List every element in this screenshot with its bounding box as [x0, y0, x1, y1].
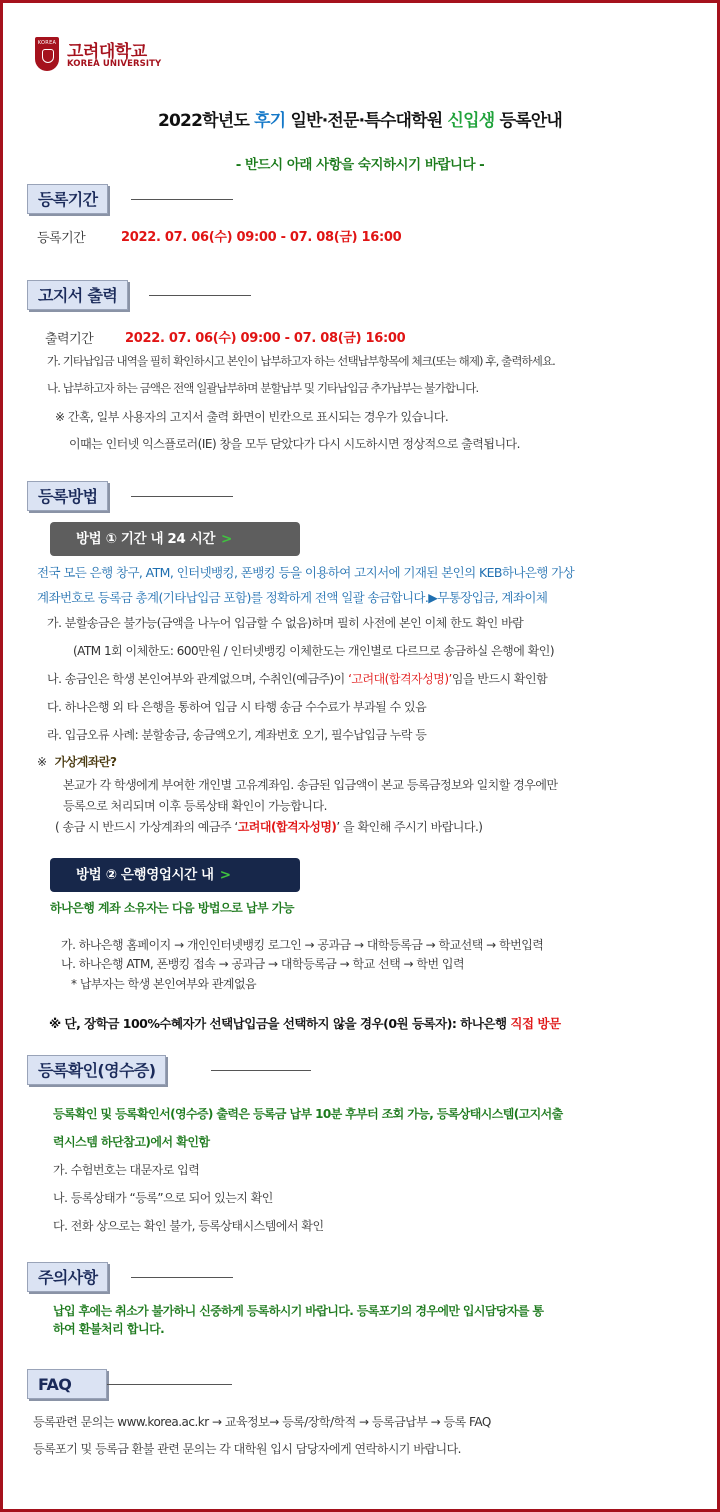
confirm-item-ga: 가. 수험번호는 대문자로 입력 [53, 1163, 200, 1177]
confirm-item-na: 나. 등록상태가 “등록”으로 되어 있는지 확인 [53, 1191, 273, 1205]
hana-note: * 납부자는 학생 본인여부와 관계없음 [71, 977, 257, 991]
divider [211, 1070, 311, 1071]
method-1-pill: 방법 ① 기간 내 24 시간 > [50, 522, 300, 556]
page-subtitle: - 반드시 아래 사항을 숙지하시기 바랍니다 - [235, 157, 485, 173]
section-heading-method: 등록방법 [27, 481, 108, 511]
caution-line-1: 납입 후에는 취소가 불가하니 신중하게 등록하시기 바랍니다. 등록포기의 경우에만 입시담당자를 통 [53, 1304, 544, 1318]
virtual-account-desc-1: 본교가 각 학생에게 부여한 개인별 고유계좌임. 송금된 입금액이 본교 등록금정보와 일치할 경우에만 [63, 778, 558, 792]
method-item-ga: 가. 분할송금은 불가능(금액을 나누어 입금할 수 없음)하며 필히 사전에 본인 이체 한도 확인 바람 [47, 616, 524, 630]
hana-title: 하나은행 계좌 소유자는 다음 방법으로 납부 가능 [50, 901, 294, 915]
chevron-right-icon: > [219, 867, 231, 883]
divider [149, 295, 251, 296]
confirm-item-da: 다. 전화 상으로는 확인 불가, 등록상태시스템에서 확인 [53, 1219, 324, 1233]
print-period-label: 출력기간 [45, 332, 94, 347]
divider [131, 1277, 233, 1278]
print-period-date: 2022. 07. 06(수) 09:00 - 07. 08(금) 16:00 [125, 331, 406, 346]
divider [131, 199, 233, 200]
confirm-line-1: 등록확인 및 등록확인서(영수증) 출력은 등록금 납부 10분 후부터 조회 가능, 등록상태시스템(고지서출 [53, 1107, 563, 1121]
confirm-line-2: 력시스템 하단참고)에서 확인함 [53, 1135, 210, 1149]
registration-period-label: 등록기간 [37, 231, 86, 246]
virtual-account-desc-2: 등록으로 처리되며 이후 등록상태 확인이 가능합니다. [63, 799, 327, 813]
method-1-line-2: 계좌번호로 등록금 총계(기타납입금 포함)를 정확하게 전액 일괄 송금합니다.▶무통장입금, 계좌이체 [37, 590, 548, 605]
section-heading-faq: FAQ [27, 1369, 107, 1399]
chevron-right-icon: > [221, 531, 232, 547]
divider [131, 496, 233, 497]
scholarship-note: ※ 단, 장학금 100%수혜자가 선택납입금을 선택하지 않을 경우(0원 등록자): 하나은행 직접 방문 [49, 1016, 561, 1031]
logo-english-name: KOREA UNIVERSITY [67, 59, 162, 69]
print-note-2: 이때는 인터넷 익스플로러(IE) 창을 모두 닫았다가 다시 시도하시면 정상적으로 출력됩니다. [69, 437, 520, 451]
faq-line-1: 등록관련 문의는 www.korea.ac.kr → 교육정보→ 등록/장학/학적 → 등록금납부 → 등록 FAQ [33, 1415, 491, 1429]
faq-line-2: 등록포기 및 등록금 환불 관련 문의는 각 대학원 입시 담당자에게 연락하시기 바랍니다. [33, 1442, 461, 1456]
method-2-pill: 방법 ② 은행영업시간 내 > [50, 858, 300, 892]
print-note-1: ※ 간혹, 일부 사용자의 고지서 출력 화면이 빈칸으로 표시되는 경우가 있습니다. [55, 410, 449, 424]
shield-icon: KOREA [35, 37, 59, 71]
method-item-da: 다. 하나은행 외 타 은행을 통하여 입금 시 타행 송금 수수료가 부과될 수 있음 [47, 700, 427, 714]
method-item-ra: 라. 입금오류 사례: 분할송금, 송금액오기, 계좌번호 오기, 필수납입금 누락 등 [47, 728, 427, 742]
section-heading-registration-period: 등록기간 [27, 184, 108, 214]
divider [107, 1384, 232, 1385]
page-title: 2022학년도 후기 일반·전문·특수대학원 신입생 등록안내 [158, 111, 562, 131]
section-heading-notice-print: 고지서 출력 [27, 280, 128, 310]
method-item-ga-sub: (ATM 1회 이체한도: 600만원 / 인터넷뱅킹 이체한도는 개인별로 다르므로 송금하실 은행에 확인) [73, 644, 555, 658]
hana-item-na: 나. 하나은행 ATM, 폰뱅킹 접속 → 공과금 → 대학등록금 → 학교 선택 → 학번 입력 [61, 957, 465, 971]
korea-university-logo [35, 37, 165, 77]
print-item-ga: 가. 기타납입금 내역을 필히 확인하시고 본인이 납부하고자 하는 선택납부항목에 체크(또는 해제) 후, 출력하세요. [47, 354, 555, 368]
method-1-line-1: 전국 모든 은행 창구, ATM, 인터넷뱅킹, 폰뱅킹 등을 이용하여 고지서에 기재된 본인의 KEB하나은행 가상 [37, 565, 575, 580]
logo-korean-name: 고려대학교 [67, 42, 147, 62]
virtual-account-desc-3: ( 송금 시 반드시 가상계좌의 예금주 ‘고려대(합격자성명)’ 을 확인해 주시기 바랍니다.) [55, 820, 483, 834]
hana-item-ga: 가. 하나은행 홈페이지 → 개인인터넷뱅킹 로그인 → 공과금 → 대학등록금 → 학교선택 → 학번입력 [61, 938, 544, 952]
registration-period-date: 2022. 07. 06(수) 09:00 - 07. 08(금) 16:00 [121, 230, 402, 245]
section-heading-caution: 주의사항 [27, 1262, 108, 1292]
caution-line-2: 하여 환불처리 합니다. [53, 1322, 165, 1336]
print-item-na: 나. 납부하고자 하는 금액은 전액 일괄납부하며 분할납부 및 기타납입금 추가납부는 불가합니다. [47, 381, 479, 395]
section-heading-confirm: 등록확인(영수증) [27, 1055, 166, 1085]
virtual-account-question: ※ 가상계좌란? [37, 755, 117, 769]
method-item-na: 나. 송금인은 학생 본인여부와 관계없으며, 수취인(예금주)이 ‘고려대(합격자성명)’임을 반드시 확인함 [47, 672, 548, 686]
